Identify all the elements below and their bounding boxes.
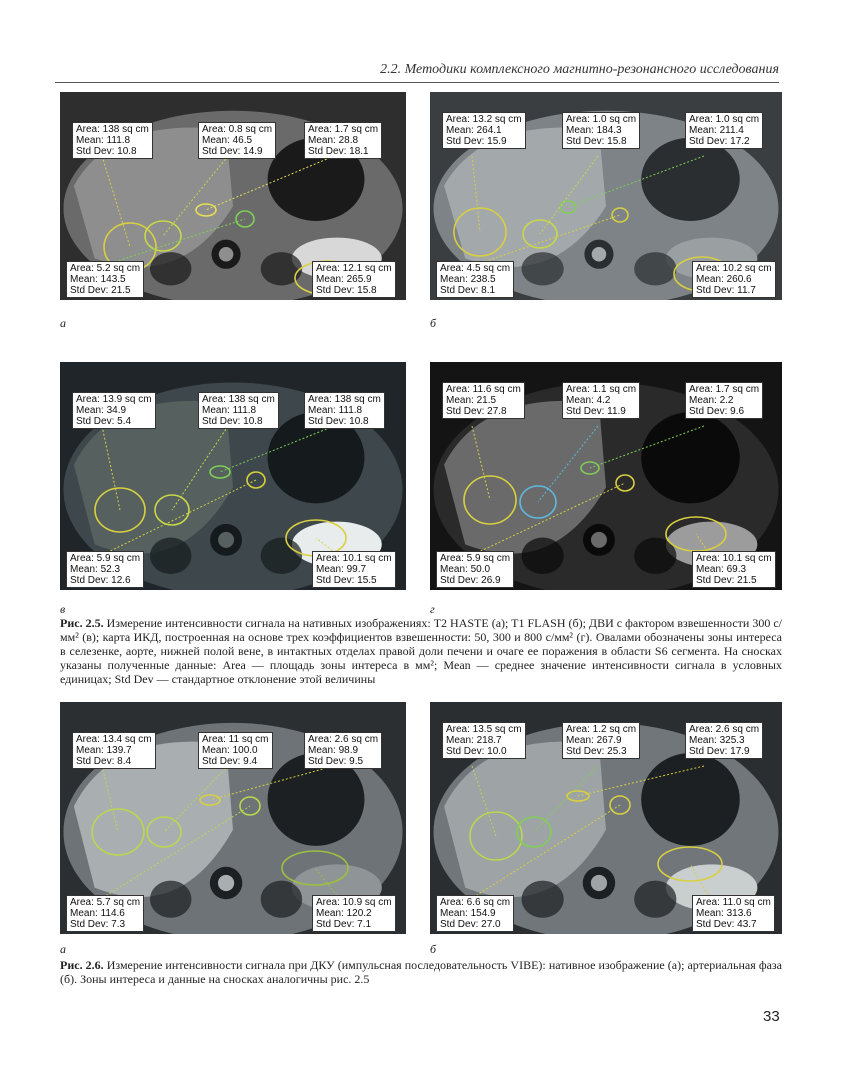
- roi-std: Std Dev: 10.8: [308, 416, 369, 427]
- roi-callout-box: [562, 382, 640, 419]
- roi-area: Area: 10.1 sq cm: [316, 553, 392, 564]
- caption-text: Измерение интенсивности сигнала на нативных изображениях: T2 HASTE (а); T1 FLASH (б); ДВИ с фактором взвешенности 300 с/мм² (в); карта ИКД, построенная на основе трех коэффициентов взвешенности: 50, 300 и 800 с/мм² (г). Овалами обозначены зоны интереса в селезенке, аорте, нижней полой вене, в интактных отделах правой доли печени и очаге ее поражения в области S6 сегмента. На сносках указаны полученные данные: Area — площадь зоны интереса в мм²; Mean — среднее значение интенсивности сигнала в условных единицах; Std Dev — стандартное отклонение этой величины: [60, 616, 783, 686]
- mri-panel: [60, 362, 406, 590]
- panel-label: в: [60, 602, 66, 616]
- roi-mean: Mean: 100.0: [202, 745, 258, 756]
- roi-area: Area: 5.9 sq cm: [70, 553, 141, 564]
- mri-panel: [60, 92, 406, 300]
- roi-area: Area: 2.6 sq cm: [308, 734, 379, 745]
- roi-std: Std Dev: 7.3: [70, 919, 126, 930]
- mri-panel: [430, 362, 782, 590]
- roi-mean: Mean: 111.8: [202, 405, 257, 416]
- roi-area: Area: 5.9 sq cm: [440, 553, 511, 564]
- roi-callout-box: [692, 261, 776, 298]
- roi-area: Area: 12.1 sq cm: [316, 263, 392, 274]
- roi-area: Area: 11.0 sq cm: [696, 897, 771, 908]
- mri-panel: [430, 702, 782, 934]
- roi-std: Std Dev: 14.9: [202, 146, 263, 157]
- roi-std: Std Dev: 15.5: [316, 575, 377, 586]
- figure-caption-2-5: [60, 616, 782, 686]
- roi-std: Std Dev: 10.0: [446, 746, 507, 757]
- roi-callout-box: [304, 732, 382, 769]
- roi-mean: Mean: 4.2: [566, 395, 611, 406]
- caption-text: Измерение интенсивности сигнала при ДКУ (импульсная последовательность VIBE): нативное изображение (а); артериальная фаза (б). Зоны интереса и данные на сносках аналогичны рис. 2.5: [60, 958, 782, 986]
- roi-area: Area: 13.2 sq cm: [446, 114, 522, 125]
- roi-area: Area: 138 sq cm: [202, 394, 275, 405]
- roi-area: Area: 13.5 sq cm: [446, 724, 522, 735]
- roi-std: Std Dev: 17.9: [689, 746, 750, 757]
- header-rule: [55, 82, 779, 83]
- roi-std: Std Dev: 15.9: [446, 136, 507, 147]
- roi-mean: Mean: 265.9: [316, 274, 372, 285]
- roi-mean: Mean: 211.4: [689, 125, 744, 136]
- roi-mean: Mean: 238.5: [440, 274, 496, 285]
- roi-callout-box: [685, 112, 763, 149]
- roi-mean: Mean: 267.9: [566, 735, 622, 746]
- roi-mean: Mean: 111.8: [76, 135, 131, 146]
- roi-callout-box: [312, 551, 396, 588]
- roi-callout-box: [304, 122, 382, 159]
- roi-mean: Mean: 120.2: [316, 908, 372, 919]
- roi-mean: Mean: 114.6: [70, 908, 125, 919]
- roi-callout-box: [66, 895, 144, 932]
- roi-callout-box: [198, 392, 279, 429]
- roi-callout-box: [436, 551, 514, 588]
- roi-area: Area: 1.0 sq cm: [566, 114, 637, 125]
- page-number: 33: [763, 1008, 780, 1025]
- roi-std: Std Dev: 8.1: [440, 285, 496, 296]
- roi-mean: Mean: 98.9: [308, 745, 359, 756]
- roi-area: Area: 10.2 sq cm: [696, 263, 772, 274]
- roi-mean: Mean: 184.3: [566, 125, 622, 136]
- roi-std: Std Dev: 12.6: [70, 575, 131, 586]
- roi-area: Area: 1.0 sq cm: [689, 114, 760, 125]
- roi-std: Std Dev: 9.6: [689, 406, 745, 417]
- roi-callout-box: [66, 551, 144, 588]
- panel-label: б: [430, 942, 437, 956]
- roi-area: Area: 10.9 sq cm: [316, 897, 392, 908]
- panel-label: г: [430, 602, 435, 616]
- roi-callout-box: [198, 732, 273, 769]
- roi-std: Std Dev: 10.8: [76, 146, 137, 157]
- roi-area: Area: 1.7 sq cm: [308, 124, 379, 135]
- roi-callout-box: [72, 732, 156, 769]
- roi-callout-box: [442, 112, 526, 149]
- roi-std: Std Dev: 26.9: [440, 575, 501, 586]
- roi-std: Std Dev: 10.8: [202, 416, 263, 427]
- roi-mean: Mean: 260.6: [696, 274, 752, 285]
- roi-callout-box: [312, 895, 396, 932]
- roi-std: Std Dev: 9.4: [202, 756, 258, 767]
- roi-callout-box: [66, 261, 144, 298]
- figure-caption-2-6: [60, 958, 782, 986]
- roi-area: Area: 1.1 sq cm: [566, 384, 637, 395]
- caption-label: Рис. 2.6.: [60, 958, 104, 972]
- roi-callout-box: [562, 722, 640, 759]
- roi-mean: Mean: 34.9: [76, 405, 127, 416]
- roi-std: Std Dev: 11.7: [696, 285, 756, 296]
- roi-mean: Mean: 313.6: [696, 908, 752, 919]
- roi-std: Std Dev: 15.8: [316, 285, 377, 296]
- roi-std: Std Dev: 18.1: [308, 146, 369, 157]
- roi-callout-box: [692, 551, 776, 588]
- roi-area: Area: 2.6 sq cm: [689, 724, 760, 735]
- roi-std: Std Dev: 8.4: [76, 756, 132, 767]
- roi-mean: Mean: 46.5: [202, 135, 253, 146]
- roi-mean: Mean: 139.7: [76, 745, 132, 756]
- roi-std: Std Dev: 15.8: [566, 136, 627, 147]
- roi-callout-box: [72, 122, 153, 159]
- roi-area: Area: 138 sq cm: [76, 124, 149, 135]
- roi-area: Area: 1.7 sq cm: [689, 384, 760, 395]
- roi-std: Std Dev: 25.3: [566, 746, 627, 757]
- mri-panel: [60, 702, 406, 934]
- running-header-title: 2.2. Методики комплексного магнитно-резонансного исследования: [380, 62, 779, 77]
- roi-callout-box: [72, 392, 156, 429]
- roi-area: Area: 4.5 sq cm: [440, 263, 511, 274]
- roi-callout-box: [685, 382, 763, 419]
- roi-mean: Mean: 143.5: [70, 274, 126, 285]
- roi-std: Std Dev: 21.5: [696, 575, 757, 586]
- roi-callout-box: [685, 722, 763, 759]
- roi-std: Std Dev: 21.5: [70, 285, 131, 296]
- roi-mean: Mean: 264.1: [446, 125, 502, 136]
- panel-label: а: [60, 942, 66, 956]
- roi-std: Std Dev: 17.2: [689, 136, 750, 147]
- roi-callout-box: [562, 112, 640, 149]
- roi-mean: Mean: 28.8: [308, 135, 359, 146]
- roi-std: Std Dev: 5.4: [76, 416, 132, 427]
- roi-callout-box: [312, 261, 396, 298]
- mri-panel: [430, 92, 782, 300]
- roi-callout-box: [436, 261, 514, 298]
- roi-std: Std Dev: 11.9: [566, 406, 626, 417]
- roi-mean: Mean: 111.8: [308, 405, 363, 416]
- roi-area: Area: 5.7 sq cm: [70, 897, 141, 908]
- roi-area: Area: 1.2 sq cm: [566, 724, 637, 735]
- roi-std: Std Dev: 9.5: [308, 756, 364, 767]
- roi-area: Area: 13.4 sq cm: [76, 734, 152, 745]
- roi-std: Std Dev: 7.1: [316, 919, 372, 930]
- roi-area: Area: 0.8 sq cm: [202, 124, 273, 135]
- roi-callout-box: [692, 895, 775, 932]
- roi-callout-box: [436, 895, 514, 932]
- roi-mean: Mean: 69.3: [696, 564, 747, 575]
- panel-label: б: [430, 316, 437, 330]
- roi-area: Area: 138 sq cm: [308, 394, 381, 405]
- roi-mean: Mean: 52.3: [70, 564, 121, 575]
- roi-area: Area: 13.9 sq cm: [76, 394, 152, 405]
- roi-area: Area: 11 sq cm: [202, 734, 269, 745]
- roi-mean: Mean: 325.3: [689, 735, 745, 746]
- panel-label: а: [60, 316, 66, 330]
- roi-callout-box: [442, 382, 525, 419]
- roi-mean: Mean: 99.7: [316, 564, 367, 575]
- roi-callout-box: [198, 122, 276, 159]
- roi-std: Std Dev: 27.0: [440, 919, 501, 930]
- roi-callout-box: [304, 392, 385, 429]
- roi-area: Area: 11.6 sq cm: [446, 384, 521, 395]
- roi-std: Std Dev: 27.8: [446, 406, 507, 417]
- roi-area: Area: 5.2 sq cm: [70, 263, 141, 274]
- roi-mean: Mean: 154.9: [440, 908, 496, 919]
- caption-label: Рис. 2.5.: [60, 616, 104, 630]
- roi-mean: Mean: 2.2: [689, 395, 734, 406]
- roi-area: Area: 10.1 sq cm: [696, 553, 772, 564]
- roi-callout-box: [442, 722, 526, 759]
- roi-mean: Mean: 218.7: [446, 735, 502, 746]
- roi-area: Area: 6.6 sq cm: [440, 897, 511, 908]
- roi-mean: Mean: 21.5: [446, 395, 497, 406]
- roi-std: Std Dev: 43.7: [696, 919, 757, 930]
- roi-mean: Mean: 50.0: [440, 564, 491, 575]
